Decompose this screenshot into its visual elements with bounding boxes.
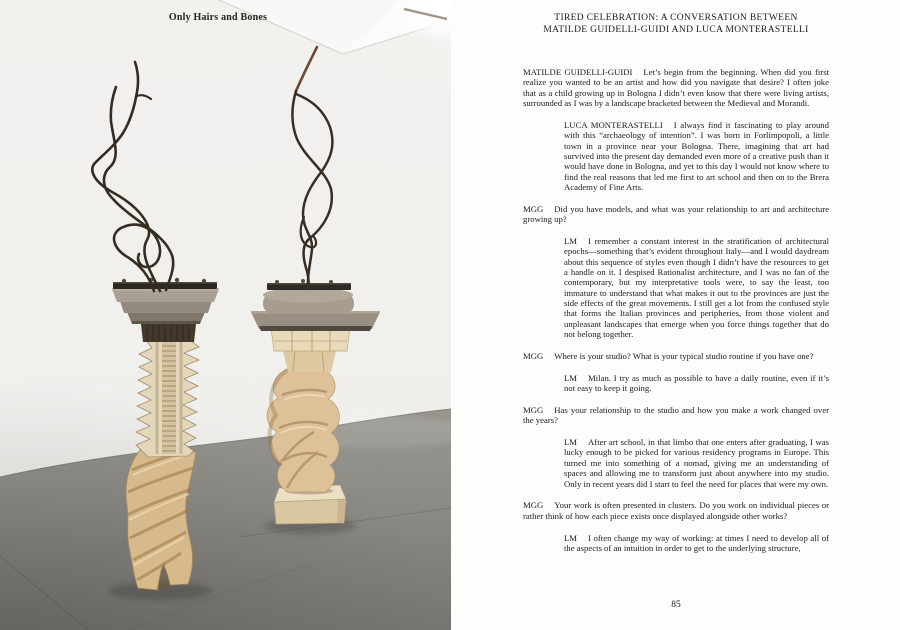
speaker-label: MGG bbox=[523, 350, 544, 361]
speaker-label: MGG bbox=[523, 500, 544, 511]
dialogue-paragraph: MGG Your work is often presented in clusters. Do you work on individual pieces or rather think of how each piece exists once displayed alongside other works? bbox=[523, 500, 829, 521]
speaker-label: LM bbox=[564, 235, 578, 246]
text-column bbox=[523, 13, 829, 565]
gallery-floor bbox=[0, 380, 451, 630]
dialogue-paragraph: MGG Has your relationship to the studio and how you make a work changed over the years? bbox=[523, 404, 829, 426]
speaker-label: LM bbox=[564, 532, 578, 543]
carved-lumpy-column bbox=[267, 368, 339, 492]
dialogue-paragraph: MGG Where is your studio? What is your typical studio routine if you have one? bbox=[523, 350, 814, 361]
dialogue-paragraph: LM I often change my way of working: at times I need to develop all of the aspects of an intuition in order to get to the underlying structure, bbox=[564, 532, 829, 553]
dialogue-paragraph: LM After art school, in that limbo that one enters after graduating, I was lucky enough to be picked for various residency programs in Europe. This turned me into something of a nomad, giving me an understanding of spaces and allowing me to transform just about anywhere into my studio. Only in recent years did I start to feel the need for places that were my own. bbox=[564, 437, 829, 489]
page-header: Only Hairs and Bones bbox=[168, 12, 268, 23]
speaker-label: MGG bbox=[523, 404, 544, 415]
dialogue-paragraph: LM Milan. I try as much as possible to have a daily routine, even if it’s not easy to keep it going. bbox=[564, 372, 829, 394]
dark-wood-fringe bbox=[141, 324, 196, 342]
speaker-label: LM bbox=[564, 372, 578, 383]
page-number: 85 bbox=[671, 600, 681, 610]
dialogue-paragraph: LM I remember a constant interest in the stratification of architectural epochs—something that’s evident throughout Italy—and I would daydream about this sequence of styles even though I didn’t have the resources to get a handle on it. I despised Rationalist architecture, and I was no fan of the contemporary, but my interpretative tools were, to say the least, too immature to understand that what makes it out to the provinces are just the side effects of the great movements. I still get a lot from the confused style that forms the Italian provinces and peripheries, from those violent and unpleasant landscapes that emerge when you force things together that do not belong together. bbox=[564, 235, 829, 340]
chapter-title-line2: MATILDE GUIDELLI-GUIDI AND LUCA MONTERASTELLI bbox=[543, 24, 809, 35]
dialogue-paragraph: MGG Did you have models, and what was your relationship to art and architecture growing up? bbox=[523, 203, 829, 225]
chapter-title-line1: TIRED CELEBRATION: A CONVERSATION BETWEEN bbox=[554, 13, 798, 23]
dialogue-paragraph: LUCA MONTERASTELLI I always find it fascinating to play around with this “archaeology of intention”. I was born in Forlimpopoli, a little town in a province near your Bologna. There, imagining that art had survived into the present day demanded even more of a creative push than it would have done in Bologna, and yet to this day I would not know where to find the real reasons that led me first to art school and then on to the Brera Academy of Fine Arts. bbox=[564, 119, 829, 192]
dialogue bbox=[523, 67, 829, 553]
chapter-title bbox=[523, 13, 829, 36]
speaker-label: LUCA MONTERASTELLI bbox=[564, 119, 663, 130]
speaker-label: LM bbox=[564, 437, 578, 448]
dialogue-paragraph: MATILDE GUIDELLI-GUIDI Let’s begin from the beginning. When did you first realize you wanted to be an artist and how did you navigate that desire? I often joke that as a child growing up in Bologna I didn’t even know that there were living artists, surrounded as I was by a landscape bracketed between the Medieval and Morandi. bbox=[523, 67, 829, 109]
speaker-label: MATILDE GUIDELLI-GUIDI bbox=[523, 67, 633, 77]
speaker-label: MGG bbox=[523, 203, 544, 214]
right-page bbox=[451, 0, 900, 630]
